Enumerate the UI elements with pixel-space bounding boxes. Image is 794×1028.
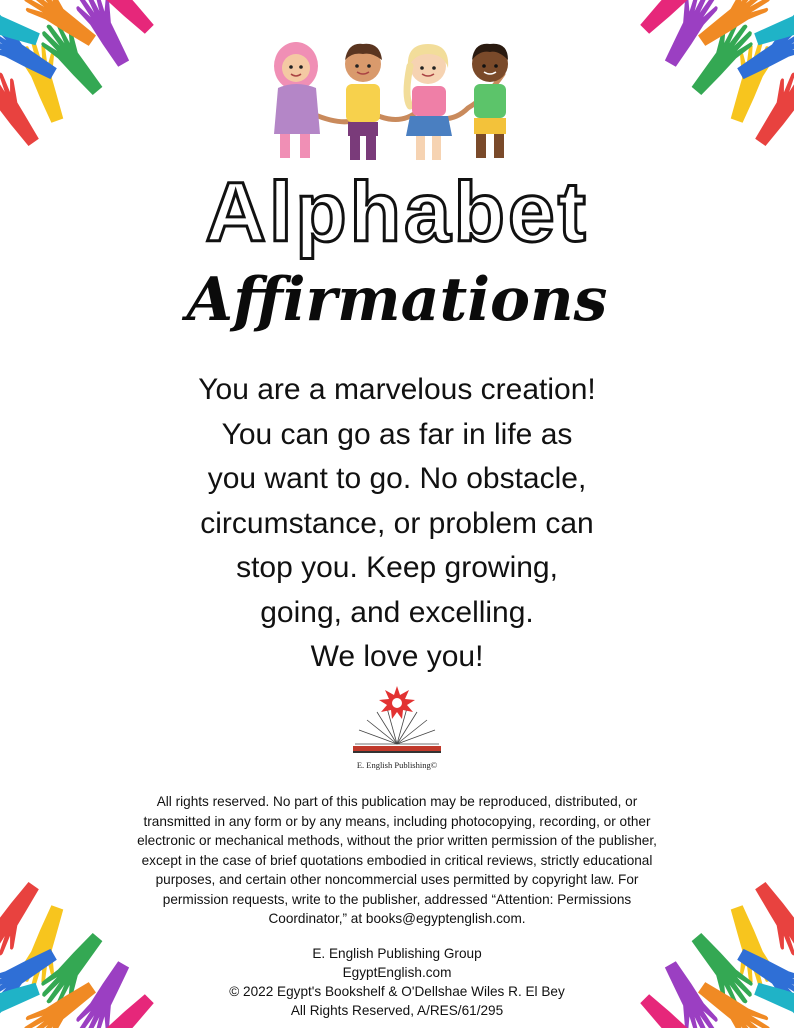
hands-corner-top-left — [0, 0, 170, 170]
page-subtitle: Affirmations — [186, 265, 608, 335]
children-illustration — [268, 36, 528, 166]
footer-copyright: © 2022 Egypt's Bookshelf & O'Dellshae Wiles R. El Bey — [229, 984, 565, 999]
rights-line: purposes, and certain other noncommercial uses permitted by copyright law. For — [155, 872, 639, 887]
footer-website: EgyptEnglish.com — [342, 965, 452, 980]
publisher-logo — [347, 684, 447, 774]
raised-hands-icon — [624, 0, 794, 170]
rights-line: permission requests, write to the publisher, addressed “Attention: Permissions — [162, 891, 632, 907]
footer-publisher-name: E. English Publishing Group — [312, 946, 482, 961]
affirmation-line: going, and excelling. — [260, 595, 534, 629]
raised-hands-icon — [0, 0, 170, 170]
publisher-logo-label: E. English Publishing© — [356, 760, 438, 770]
publisher-sunburst-logo-icon — [347, 684, 447, 762]
affirmation-line: We love you! — [310, 640, 484, 673]
affirmation-line: You are a marvelous creation! — [198, 373, 596, 406]
affirmation-line: You can go as far in life as — [221, 417, 573, 451]
hands-corner-top-right — [624, 0, 794, 170]
children-holding-hands-icon — [268, 36, 528, 166]
rights-line: transmitted in any form or by any means, including photocopying, recording, or other — [143, 813, 651, 829]
rights-line: Coordinator,” at books@egyptenglish.com. — [268, 911, 526, 926]
footer-rights-reference: All Rights Reserved, A/RES/61/295 — [290, 1003, 504, 1018]
affirmation-line: you want to go. No obstacle, — [207, 462, 587, 495]
copyright-notice — [100, 792, 694, 929]
publisher-footer — [150, 944, 644, 1020]
affirmation-line: stop you. Keep growing, — [236, 551, 558, 584]
rights-line: except in the case of brief quotations embodied in critical reviews, strictly educational — [141, 852, 653, 868]
affirmation-line: circumstance, or problem can — [200, 506, 594, 540]
rights-line: electronic or mechanical methods, without the prior written permission of the publisher, — [137, 833, 657, 848]
rights-line: All rights reserved. No part of this publication may be reproduced, distributed, or — [156, 794, 638, 809]
page-title: Alphabet — [205, 165, 589, 259]
affirmation-text — [120, 368, 674, 680]
